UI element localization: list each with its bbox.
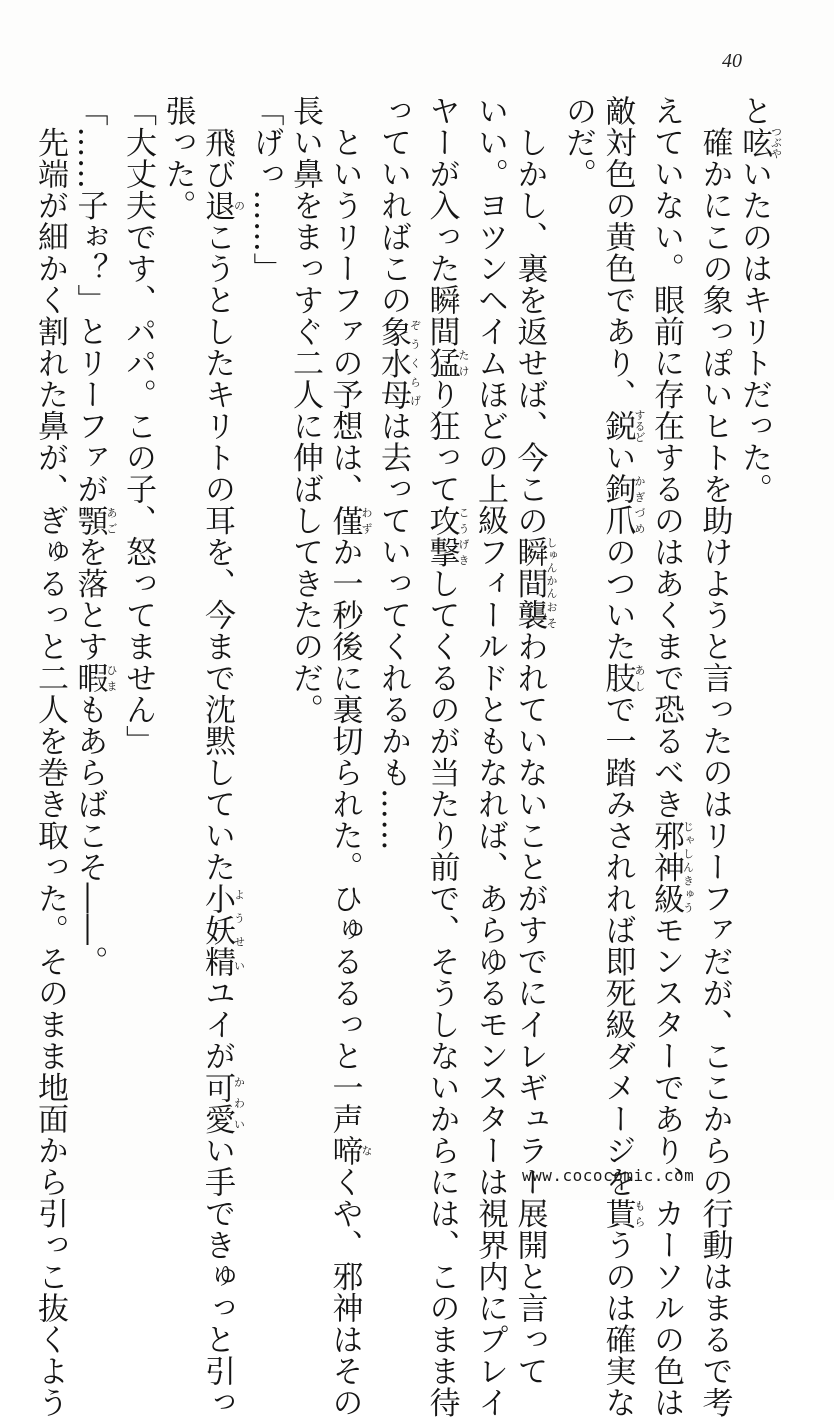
text-segment: で一踏みされれば即死級ダメージを bbox=[600, 694, 636, 1198]
page-number: 40 bbox=[722, 50, 742, 73]
text-line bbox=[421, 95, 470, 1125]
text-segment: モンスターであり、カーソルの色は bbox=[648, 914, 684, 1418]
text-line bbox=[30, 95, 70, 1125]
text-segment: してくるのが当たり前で、そうしないからには、このまま待 bbox=[424, 568, 460, 1418]
text-segment: り狂って bbox=[424, 379, 460, 505]
text-line bbox=[734, 95, 783, 1125]
text-segment: くや、邪神はその bbox=[327, 1166, 363, 1418]
text-line bbox=[373, 95, 422, 1125]
ruby-base: 瞬間 bbox=[512, 536, 548, 599]
text-segment: ユイが bbox=[199, 977, 235, 1072]
text-segment: うのは確実な bbox=[600, 1229, 636, 1418]
ruby-word bbox=[600, 473, 636, 536]
text-line bbox=[245, 95, 285, 1125]
ruby-base: 可愛 bbox=[199, 1072, 235, 1135]
ruby-word bbox=[424, 347, 460, 379]
text-segment: 「げっ……」 bbox=[248, 95, 284, 284]
text-segment: は去っていってくれるかも…… bbox=[375, 410, 411, 851]
text-segment: と bbox=[736, 95, 772, 127]
ruby-word bbox=[424, 505, 460, 568]
text-line bbox=[509, 95, 558, 1125]
ruby-word bbox=[600, 410, 636, 442]
text-segment: 「大丈夫です、パパ。この子、怒ってません」 bbox=[120, 95, 156, 757]
ruby-reading: しゅんかん bbox=[545, 536, 558, 599]
ruby-base: 貰 bbox=[600, 1198, 636, 1230]
ruby-base: 肢 bbox=[600, 662, 636, 694]
ruby-base: 攻撃 bbox=[424, 505, 460, 568]
ruby-base: 襲 bbox=[512, 599, 548, 631]
ruby-reading: わず bbox=[360, 505, 373, 537]
text-line bbox=[597, 95, 646, 1125]
text-segment: 「……子ぉ？」とリーファが bbox=[72, 95, 108, 505]
ruby-base: 退 bbox=[199, 190, 235, 222]
text-line bbox=[694, 95, 734, 1125]
ruby-reading: かわい bbox=[233, 1072, 246, 1135]
ruby-word bbox=[72, 505, 108, 537]
text-line bbox=[558, 95, 598, 1125]
text-segment: 長い鼻をまっすぐ二人に伸ばしてきたのだ。 bbox=[287, 95, 323, 725]
text-segment: を落とす bbox=[72, 536, 108, 662]
ruby-base: 僅 bbox=[327, 505, 363, 537]
ruby-reading: もら bbox=[633, 1198, 646, 1230]
text-segment: のついた bbox=[600, 536, 636, 662]
text-segment: しかし、裏を返せば、今この bbox=[512, 95, 548, 536]
ruby-base: 暇 bbox=[72, 662, 108, 694]
text-line bbox=[157, 95, 197, 1125]
text-line bbox=[285, 95, 325, 1125]
ruby-reading: こうげき bbox=[457, 505, 470, 568]
ruby-reading: ようせい bbox=[233, 883, 246, 978]
ruby-word bbox=[327, 505, 363, 537]
ruby-reading: するど bbox=[633, 409, 646, 442]
ruby-base: 顎 bbox=[72, 505, 108, 537]
ruby-word bbox=[199, 883, 235, 978]
ruby-word bbox=[600, 662, 636, 694]
text-segment: われていないことがすでにイレギュラー展開と言って bbox=[512, 631, 548, 1387]
ruby-reading: おそ bbox=[545, 599, 558, 631]
ruby-reading: ぞうくらげ bbox=[409, 316, 422, 410]
ruby-word bbox=[327, 1135, 363, 1167]
ruby-reading: あご bbox=[105, 505, 118, 537]
ruby-word bbox=[512, 536, 548, 599]
ruby-reading: かぎづめ bbox=[633, 473, 646, 536]
text-segment: のだ。 bbox=[560, 95, 596, 190]
ruby-word bbox=[375, 316, 411, 411]
ruby-base: 象水母 bbox=[375, 316, 411, 411]
ruby-reading: の bbox=[233, 190, 246, 222]
text-segment: っていればこの bbox=[375, 95, 411, 316]
ruby-word bbox=[72, 662, 108, 694]
text-segment: 確かにこの象っぽいヒトを助けようと言ったのはリーファだが、ここからの行動はまるで考 bbox=[697, 95, 733, 1418]
text-line bbox=[197, 95, 246, 1125]
text-segment: 敵対色の黄色であり、 bbox=[600, 95, 636, 410]
ruby-base: 啼 bbox=[327, 1135, 363, 1167]
text-segment: 先端が細かく割れた鼻が、ぎゅるっと二人を巻き取った。そのまま地面から引っこ抜くよう bbox=[32, 95, 68, 1418]
text-segment: 張った。 bbox=[160, 95, 196, 221]
ruby-base: 猛 bbox=[424, 347, 460, 379]
text-segment: ヤーが入った瞬間 bbox=[424, 95, 460, 347]
text-segment: えていない。眼前に存在するのはあくまで恐るべき bbox=[648, 95, 684, 820]
ruby-base: 鋭 bbox=[600, 409, 636, 442]
text-line bbox=[646, 95, 695, 1125]
ruby-reading: たけ bbox=[457, 347, 470, 379]
text-segment: いたのはキリトだった。 bbox=[736, 158, 772, 505]
text-segment: い bbox=[600, 442, 636, 474]
ruby-reading: つぶや bbox=[770, 126, 783, 159]
text-segment: い手できゅっと引っ bbox=[199, 1135, 235, 1418]
ruby-word bbox=[600, 1198, 636, 1230]
text-segment: もあらばこそ――。 bbox=[72, 694, 108, 978]
novel-text-column-block bbox=[30, 95, 783, 1125]
ruby-word bbox=[648, 820, 684, 915]
text-line bbox=[118, 95, 158, 1125]
ruby-word bbox=[512, 599, 548, 631]
text-segment: いい。ヨツンヘイムほどの上級フィールドともなれば、あらゆるモンスターは視界内にプレイ bbox=[472, 95, 508, 1418]
ruby-word bbox=[199, 1072, 235, 1135]
text-line bbox=[324, 95, 373, 1125]
ruby-reading: あし bbox=[633, 662, 646, 694]
ruby-word bbox=[199, 190, 235, 222]
text-segment: 飛び bbox=[199, 95, 235, 190]
text-line bbox=[470, 95, 510, 1125]
ruby-base: 鉤爪 bbox=[600, 473, 636, 536]
ruby-base: 呟 bbox=[736, 126, 772, 159]
ruby-base: 邪神級 bbox=[648, 820, 684, 915]
text-line bbox=[69, 95, 118, 1125]
ruby-word bbox=[736, 127, 772, 159]
ruby-reading: ひま bbox=[105, 662, 118, 694]
ruby-base: 小妖精 bbox=[199, 883, 235, 978]
text-segment: こうとしたキリトの耳を、今まで沈黙していた bbox=[199, 221, 235, 883]
ruby-reading: な bbox=[360, 1135, 373, 1167]
watermark-url: www.cococomic.com bbox=[522, 1166, 694, 1185]
text-segment: というリーファの予想は、 bbox=[327, 95, 363, 505]
ruby-reading: じゃしんきゅう bbox=[682, 820, 695, 915]
text-segment: か一秒後に裏切られた。ひゅるるっと一声 bbox=[327, 536, 363, 1135]
